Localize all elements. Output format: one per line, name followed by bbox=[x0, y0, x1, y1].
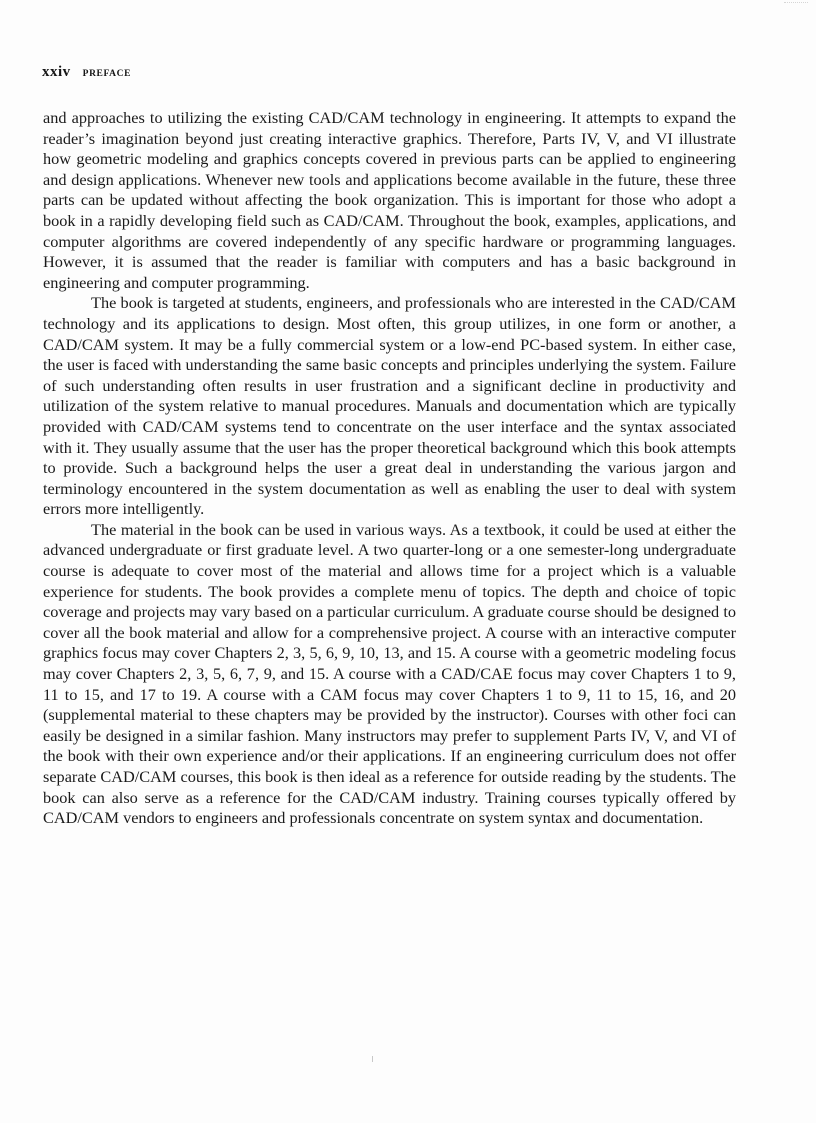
scan-artifact bbox=[784, 2, 808, 6]
section-title: PREFACE bbox=[82, 69, 132, 79]
body-text bbox=[43, 108, 736, 829]
paragraph-2: The book is targeted at students, engineers, and professionals who are interested in the CAD/CAM technology and its applications to design. Most often, this group utilizes, in one form or another, a CAD/CAM system. It may be a fully commercial system or a low-end PC-based system. In either case, the user is faced with understanding the same basic concepts and principles underlying the system. Failure of such understanding often results in user frustration and a significant decline in productivity and utilization of the system relative to manual procedures. Manuals and documentation which are typically provided with CAD/CAM systems tend to concentrate on the user interface and the syntax associated with it. They usually assume that the user has the proper theoretical background which this book attempts to provide. Such a background helps the user a great deal in understanding the various jargon and terminology encountered in the system documentation as well as enabling the user to deal with system errors more intelligently. bbox=[43, 293, 736, 519]
running-head bbox=[42, 64, 131, 84]
page-number: xxiv bbox=[42, 64, 71, 80]
scan-artifact bbox=[372, 1056, 373, 1062]
paragraph-3: The material in the book can be used in various ways. As a textbook, it could be used at either the advanced undergraduate or first graduate level. A two quarter-long or a one semester-long undergraduate course is adequate to cover most of the material and allows time for a project which is a valuable experience for students. The book provides a complete menu of topics. The depth and choice of topic coverage and projects may vary based on a particular curriculum. A graduate course should be designed to cover all the book material and allow for a comprehensive project. A course with an interactive computer graphics focus may cover Chapters 2, 3, 5, 6, 9, 10, 13, and 15. A course with a geometric modeling focus may cover Chapters 2, 3, 5, 6, 7, 9, and 15. A course with a CAD/CAE focus may cover Chapters 1 to 9, 11 to 15, and 17 to 19. A course with a CAM focus may cover Chapters 1 to 9, 11 to 15, 16, and 20 (supplemental material to these chapters may be provided by the instructor). Courses with other foci can easily be designed in a similar fashion. Many instructors may prefer to supplement Parts IV, V, and VI of the book with their own experience and/or their applications. If an engineering curriculum does not offer separate CAD/CAM courses, this book is then ideal as a reference for outside reading by the students. The book can also serve as a reference for the CAD/CAM industry. Training courses typically offered by CAD/CAM vendors to engineers and professionals concentrate on system syntax and documentation. bbox=[43, 519, 736, 828]
paragraph-1: and approaches to utilizing the existing CAD/CAM technology in engineering. It attempts to expand the reader’s imagination beyond just creating interactive graphics. Therefore, Parts IV, V, and VI illustrate how geometric modeling and graphics concepts covered in previous parts can be applied to engineering and design applications. Whenever new tools and applications become available in the future, these three parts can be updated without affecting the book organization. This is important for those who adopt a book in a rapidly developing field such as CAD/CAM. Throughout the book, examples, applications, and computer algorithms are covered independently of any specific hardware or programming languages. However, it is assumed that the reader is familiar with computers and has a basic background in engineering and computer programming. bbox=[43, 108, 736, 292]
